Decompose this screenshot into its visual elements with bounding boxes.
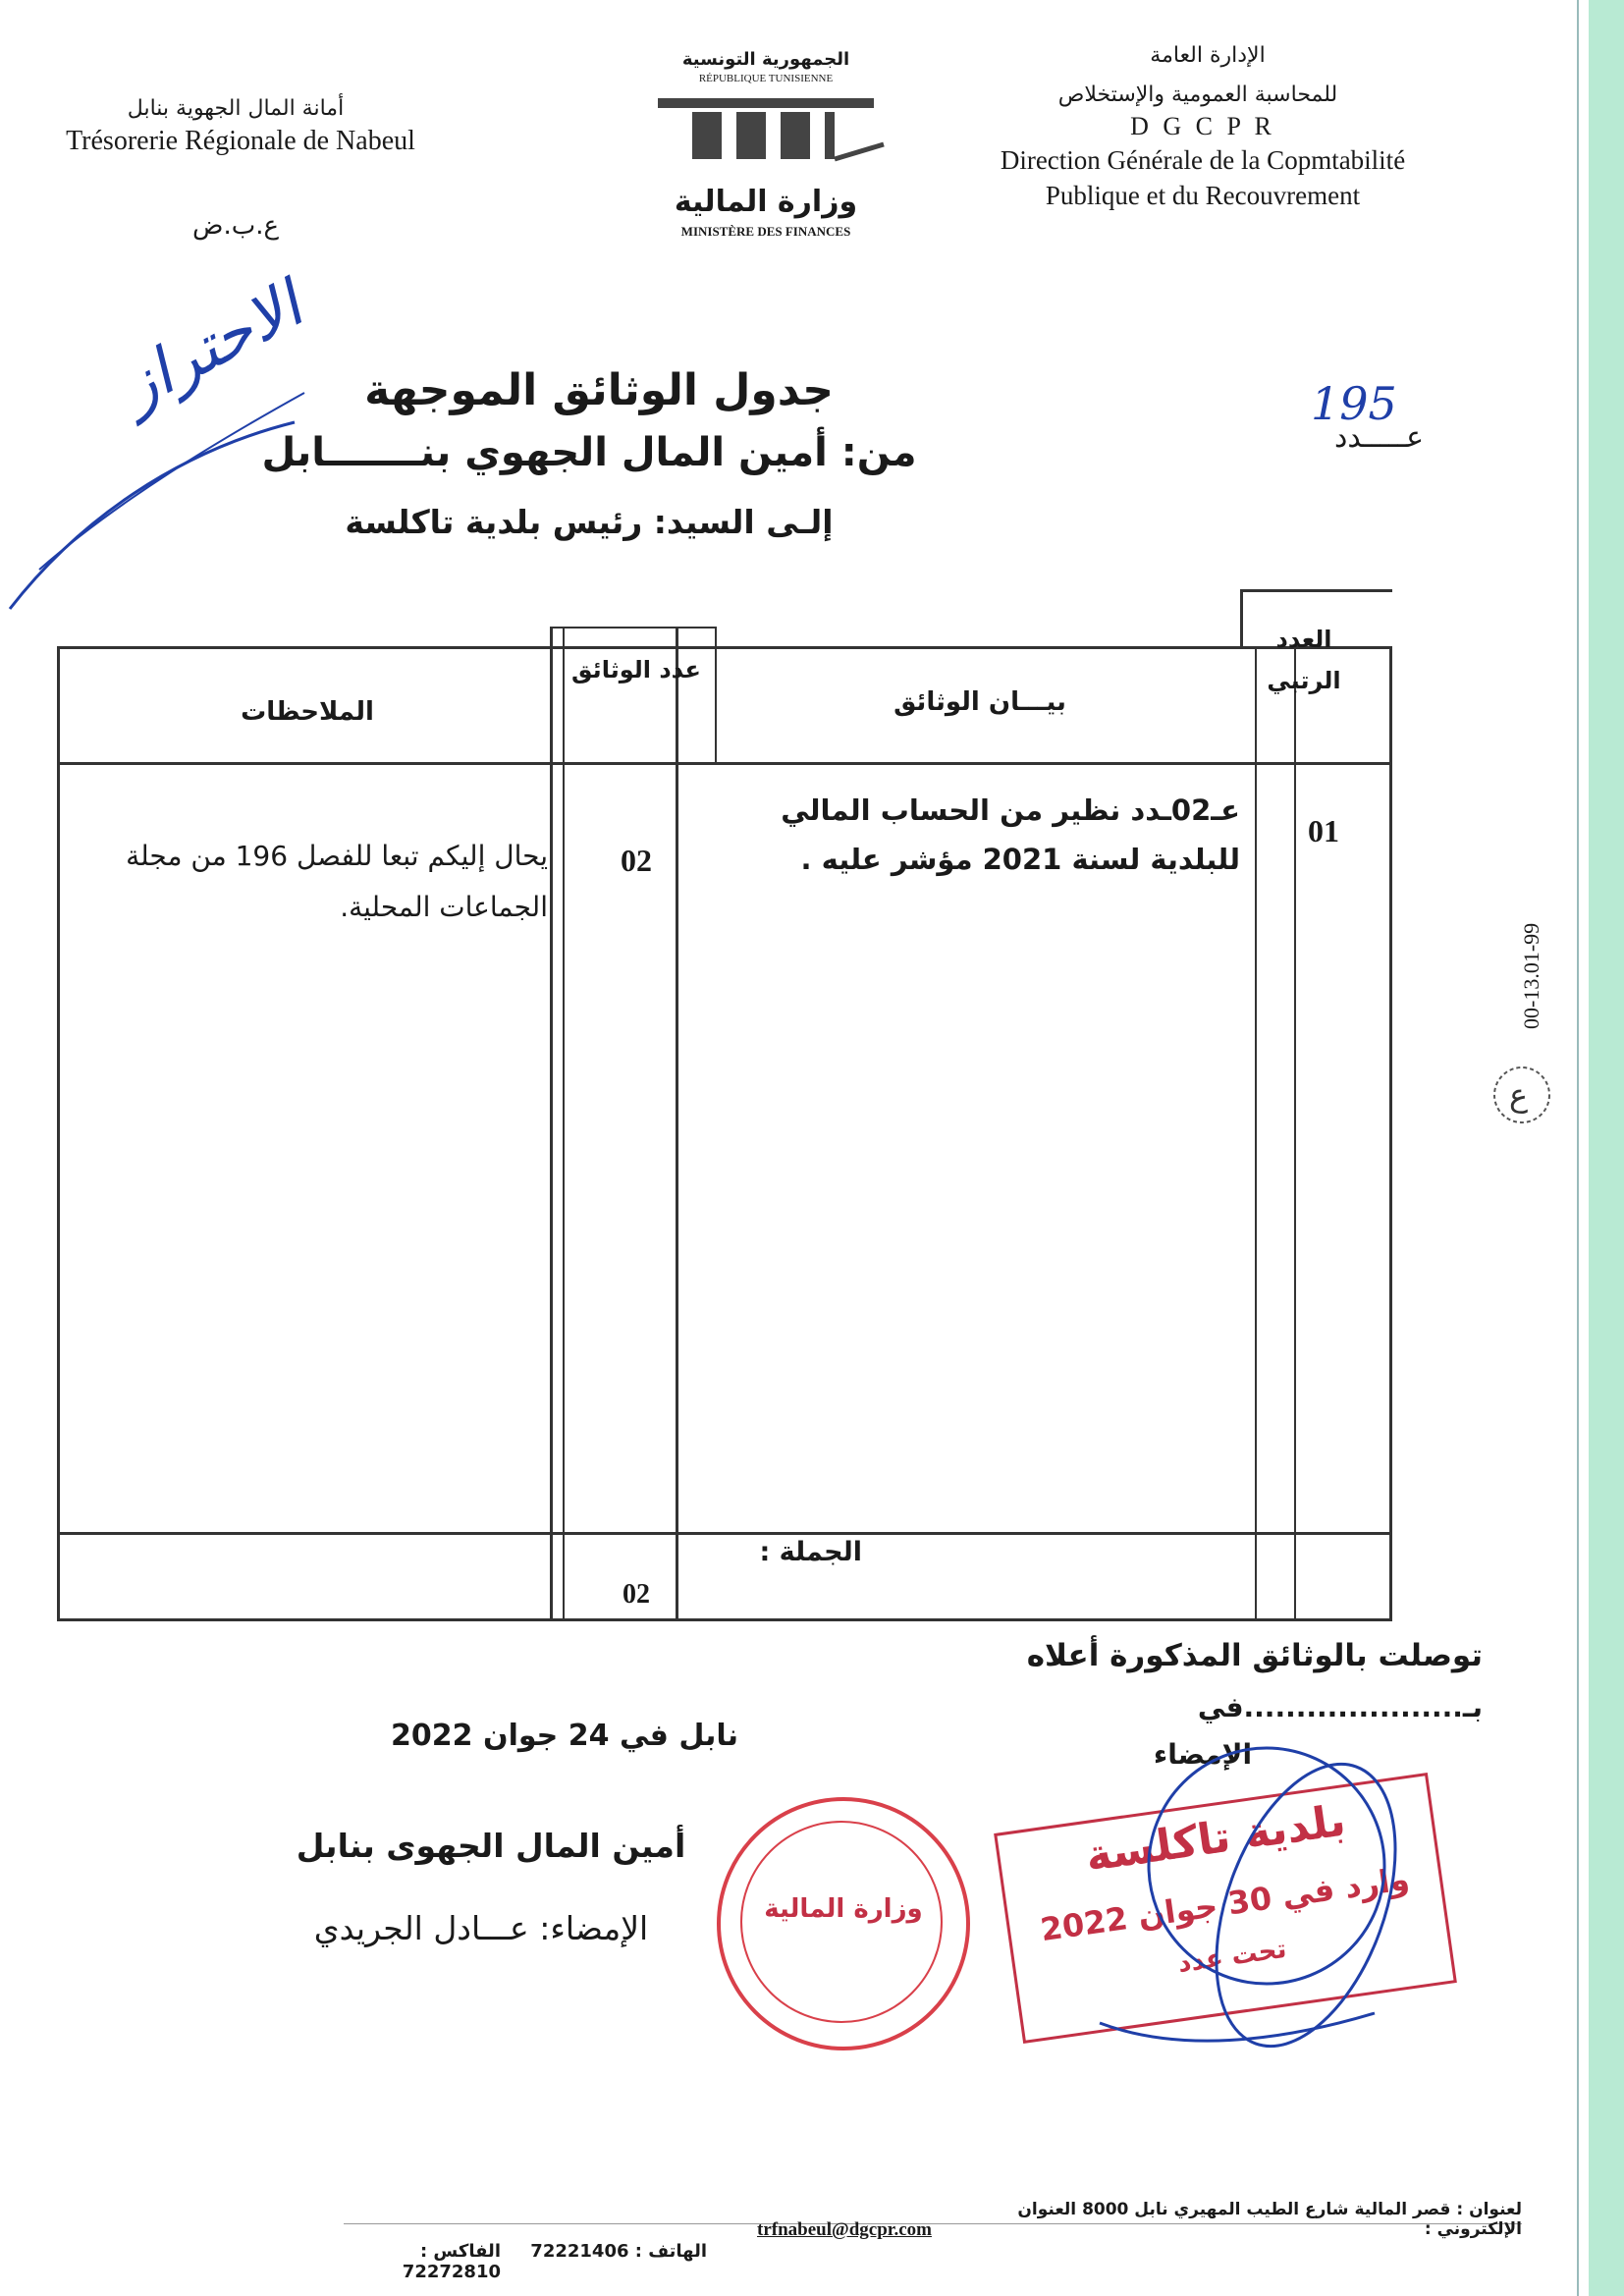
header-right-ar-1: الإدارة العامة bbox=[1150, 43, 1266, 68]
footer-fax: الفاكس : 72272810 bbox=[402, 2241, 501, 2282]
signature-name: الإمضاء: عـــادل الجريدي bbox=[313, 1909, 649, 1947]
header-left-fr: Trésorerie Régionale de Nabeul bbox=[66, 126, 415, 156]
side-code: 00-13.01-99 bbox=[1519, 922, 1543, 1029]
handwritten-signature-icon bbox=[1080, 1728, 1492, 2102]
total-value: 02 bbox=[623, 1579, 650, 1610]
ministry-logo bbox=[638, 49, 893, 246]
logo-fr-bottom: MINISTÈRE DES FINANCES bbox=[680, 224, 851, 239]
document-title: جدول الوثائق الموجهة bbox=[364, 365, 834, 415]
receipt-line-2: بـ.....................في bbox=[1197, 1691, 1483, 1723]
documents-table bbox=[57, 589, 1392, 1620]
rect-stamp-line-3: تحت عدد bbox=[1175, 1934, 1289, 1980]
number-label: عـــــدد bbox=[1334, 420, 1424, 455]
header-count: عدد الوثائق bbox=[571, 656, 701, 683]
logo-fr-top: RÉPUBLIQUE TUNISIENNE bbox=[698, 73, 834, 84]
round-stamp-text: وزارة المالية bbox=[764, 1894, 923, 1924]
header-notes: الملاحظات bbox=[241, 697, 374, 727]
header-right-fr-2: Publique et du Recouvrement bbox=[1045, 181, 1361, 210]
document-from: من: أمين المال الجهوي بنـــــــابل bbox=[261, 430, 917, 475]
rect-stamp-line-1: بلدية تاكلسة bbox=[1082, 1795, 1349, 1882]
row-serial: 01 bbox=[1308, 813, 1339, 848]
columns-emblem-icon bbox=[638, 90, 893, 179]
page-edge-line bbox=[1577, 0, 1579, 2296]
document-to: إلـى السيد: رئيس بلدية تاكلسة bbox=[345, 503, 834, 541]
signature-date: نابل في 24 جوان 2022 bbox=[391, 1719, 738, 1753]
side-stamp-icon bbox=[1488, 1061, 1556, 1129]
row-description: عـ02ـدد نظير من الحساب المالي للبلدية لسنة 2021 مؤشر عليه . bbox=[781, 793, 1240, 876]
rect-stamp-line-2: وارد في 30 جوان 2022 bbox=[1038, 1859, 1412, 1949]
header-left-ref: ع.ب.ض bbox=[192, 211, 279, 241]
row-notes: يحال إليكم تبعا للفصل 196 من مجلة الجماعات المحلية. bbox=[126, 840, 548, 923]
header-right-ar-2: للمحاسبة العمومية والإستخلاص bbox=[1057, 82, 1338, 107]
logo-ar-bottom: وزارة المالية bbox=[674, 185, 858, 219]
footer-address: لعنوان : قصر المالية شارع الطيب المهيري نابل 8000 العنوان الإلكتروني : bbox=[1017, 2200, 1522, 2239]
ministry-round-stamp bbox=[717, 1797, 970, 2050]
receipt-line-1: توصلت بالوثائق المذكورة أعلاه bbox=[1026, 1638, 1483, 1673]
footer-phone: الهاتف : 72221406 bbox=[530, 2241, 707, 2262]
header-description: بيـــان الوثائق bbox=[893, 687, 1066, 717]
svg-text:ع: ع bbox=[1509, 1076, 1529, 1114]
row-count: 02 bbox=[621, 843, 652, 878]
receipt-line-3: الإمضاء bbox=[1153, 1738, 1253, 1771]
total-label: الجملة : bbox=[759, 1537, 862, 1567]
header-right-code: D G C P R bbox=[1130, 112, 1275, 140]
header-serial: العدد الرتبي bbox=[1267, 626, 1341, 694]
footer-email: trfnabeul@dgcpr.com bbox=[757, 2219, 932, 2240]
number-value: 195 bbox=[1311, 377, 1397, 430]
handwritten-note: الاحتراز bbox=[108, 268, 314, 424]
header-right-fr-1: Direction Générale de la Copmtabilité bbox=[1000, 145, 1406, 175]
logo-ar-top: الجمهورية التونسية bbox=[681, 49, 850, 70]
header-left-ar: أمانة المال الجهوية بنابل bbox=[127, 96, 345, 121]
signature-role: أمين المال الجهوى بنابل bbox=[296, 1827, 686, 1865]
page-edge-strip bbox=[1589, 0, 1624, 2296]
